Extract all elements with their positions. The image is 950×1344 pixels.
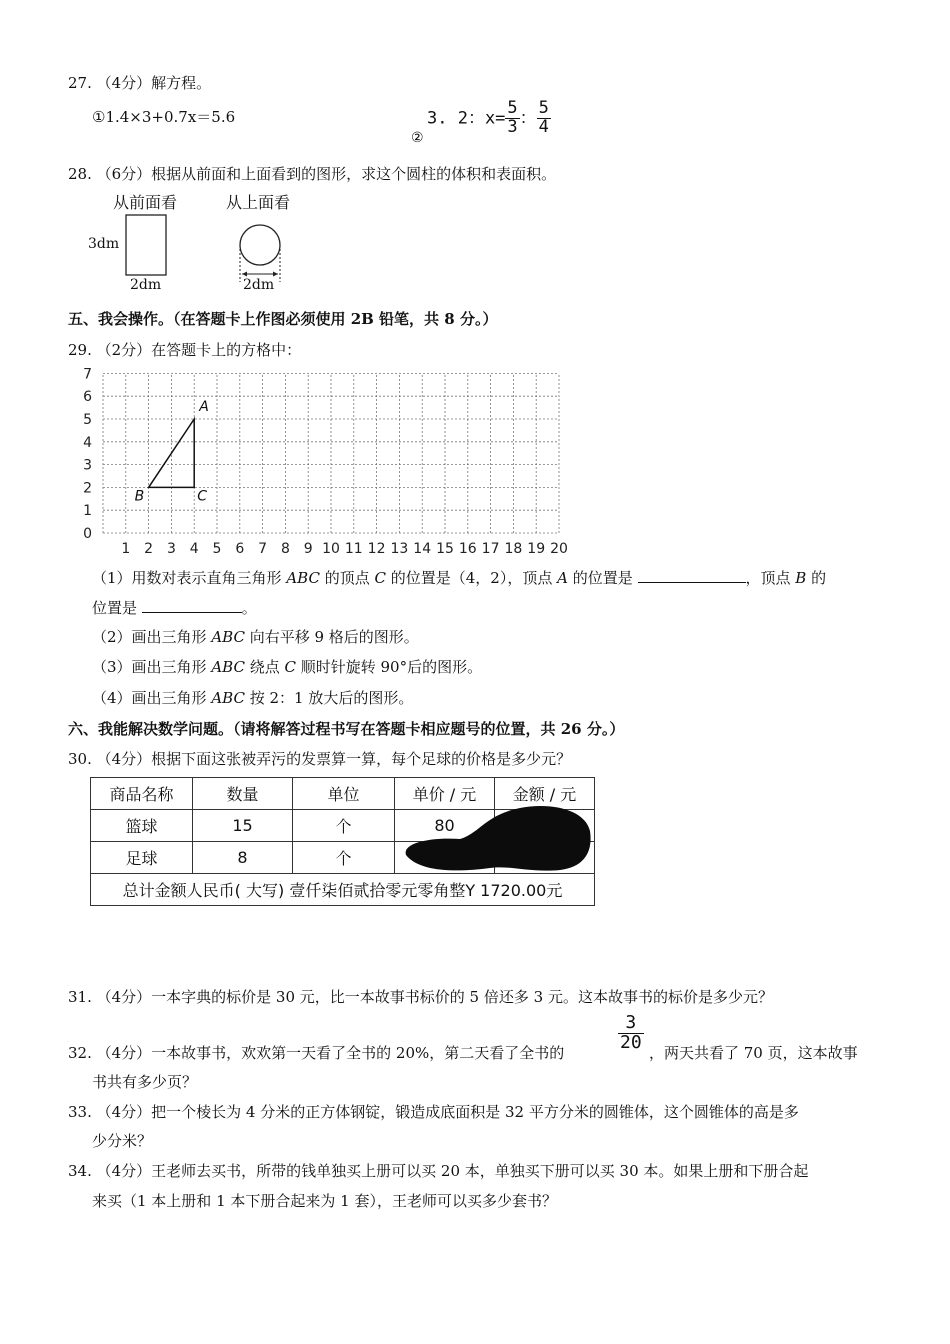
- table-header: 金额 / 元: [495, 778, 595, 810]
- point-c-label: C: [197, 488, 207, 505]
- table-cell: 足球: [91, 842, 193, 874]
- y-tick-label: 7: [83, 366, 92, 383]
- y-tick-label: 6: [83, 389, 92, 406]
- section-6-title: 六、我能解决数学问题。（请将解答过程书写在答题卡相应题号的位置，共 26 分。）: [68, 720, 625, 738]
- table-total-row: [91, 874, 595, 906]
- table-header: 数量: [193, 778, 293, 810]
- q32-line-2: 书共有多少页？: [92, 1073, 198, 1091]
- y-tick-label: 4: [83, 434, 92, 451]
- table-cell: 8: [193, 842, 293, 874]
- x-tick-label: 13: [390, 541, 409, 557]
- table-cell: 个: [293, 810, 395, 842]
- table-header: 商品名称: [91, 778, 193, 810]
- x-tick-label: 6: [235, 541, 245, 557]
- table-header: 单价 / 元: [395, 778, 495, 810]
- front-view-label: 从前面看: [113, 193, 178, 212]
- y-tick-label: 5: [83, 412, 92, 428]
- answer-blank-b[interactable]: [142, 598, 242, 613]
- height-label: 3dm: [88, 236, 120, 252]
- q28-heading: 28. （6分）根据从前面和上面看到的图形，求这个圆柱的体积和表面积。: [68, 165, 557, 183]
- table-cell: 个: [293, 842, 395, 874]
- x-tick-label: 20: [550, 541, 568, 557]
- x-tick-label: 18: [504, 541, 523, 557]
- cylinder-views: [100, 210, 300, 285]
- q29-sub-1-cont: 位置是 。: [92, 599, 257, 617]
- x-tick-label: 5: [212, 541, 222, 557]
- q29-sub-1: （1）用数对表示直角三角形 ABC 的顶点 C 的位置是（4，2），顶点 A 的位置是 ，顶点 B 的: [92, 569, 827, 587]
- q32-line-1b: ，两天共看了 70 页，这本故事: [649, 1044, 858, 1062]
- triangle-abc: [149, 419, 195, 487]
- x-tick-label: 15: [436, 541, 454, 557]
- q34-line-2: 来买（1 本上册和 1 本下册合起来为 1 套），王老师可以买多少套书？: [92, 1192, 557, 1210]
- q33-line-1: 33. （4分）把一个棱长为 4 分米的正方体钢锭，锻造成底面积是 32 平方分米的圆锥体，这个圆锥体的高是多: [68, 1103, 799, 1121]
- y-tick-label: 2: [83, 480, 92, 497]
- x-tick-label: 8: [280, 541, 290, 557]
- q31-text: 31. （4分）一本字典的标价是 30 元，比一本故事书标价的 5 倍还多 3 元。这本故事书的标价是多少元？: [68, 988, 773, 1006]
- x-tick-label: 1: [121, 541, 131, 557]
- q29-heading: 29. （2分）在答题卡上的方格中：: [68, 341, 302, 359]
- point-b-label: B: [134, 488, 145, 505]
- x-tick-label: 4: [189, 541, 199, 557]
- x-tick-label: 3: [166, 541, 176, 557]
- table-cell: 篮球: [91, 810, 193, 842]
- x-tick-label: 16: [458, 541, 477, 557]
- q32-fraction: 3 20: [620, 1012, 642, 1053]
- x-tick-label: 12: [367, 541, 386, 557]
- x-tick-label: 17: [481, 541, 500, 557]
- q33-line-2: 少分米？: [92, 1132, 153, 1150]
- q29-sub-3: （3）画出三角形 ABC 绕点 C 顺时针旋转 90°后的图形。: [92, 658, 483, 676]
- diameter-label: 2dm: [243, 277, 275, 293]
- top-view-circle: [240, 225, 280, 265]
- q29-sub-2: （2）画出三角形 ABC 向右平移 9 格后的图形。: [92, 628, 419, 646]
- q30-heading: 30. （4分）根据下面这张被弄污的发票算一算，每个足球的价格是多少元？: [68, 750, 572, 768]
- x-tick-label: 2: [144, 541, 154, 557]
- q32-line-1a: 32. （4分）一本故事书，欢欢第一天看了全书的 20%，第二天看了全书的: [68, 1044, 565, 1062]
- table-total: 总计金额人民币( 大写) 壹仟柒佰贰拾零元零角整Y 1720.00元: [91, 874, 595, 906]
- section-5-title: 五、我会操作。（在答题卡上作图必须使用 2B 铅笔，共 8 分。）: [68, 310, 498, 328]
- ink-blot: [400, 803, 595, 875]
- table-cell: 80: [395, 810, 495, 842]
- coordinate-grid: [80, 362, 590, 557]
- width-label: 2dm: [130, 277, 162, 293]
- q27-heading: 27. （4分）解方程。: [68, 74, 212, 92]
- q27-equation-2: 3. 2：x= $\frac{5}{3}$ ： $\frac{5}{4}$: [427, 98, 549, 137]
- x-tick-label: 14: [413, 541, 432, 557]
- x-tick-label: 9: [303, 541, 313, 557]
- q27-equation-1: ①1.4×3+0.7x＝5.6: [92, 108, 236, 126]
- x-tick-label: 11: [344, 541, 363, 557]
- q27-circle-2: ②: [411, 130, 424, 146]
- x-tick-label: 7: [258, 541, 268, 557]
- answer-blank-a[interactable]: [638, 568, 746, 583]
- top-view-label: 从上面看: [226, 193, 291, 212]
- y-tick-label: 1: [83, 503, 92, 520]
- q29-sub-4: （4）画出三角形 ABC 按 2：1 放大后的图形。: [92, 689, 414, 707]
- x-tick-label: 10: [322, 541, 340, 557]
- point-a-label: A: [199, 399, 209, 415]
- y-tick-label: 3: [83, 457, 92, 474]
- x-tick-label: 19: [527, 541, 546, 557]
- front-view-rectangle: [126, 215, 166, 275]
- table-header: 单位: [293, 778, 395, 810]
- table-cell: 15: [193, 810, 293, 842]
- y-tick-label: 0: [83, 526, 92, 542]
- q34-line-1: 34. （4分）王老师去买书，所带的钱单独买上册可以买 20 本，单独买下册可以买 30 本。如果上册和下册合起: [68, 1162, 809, 1180]
